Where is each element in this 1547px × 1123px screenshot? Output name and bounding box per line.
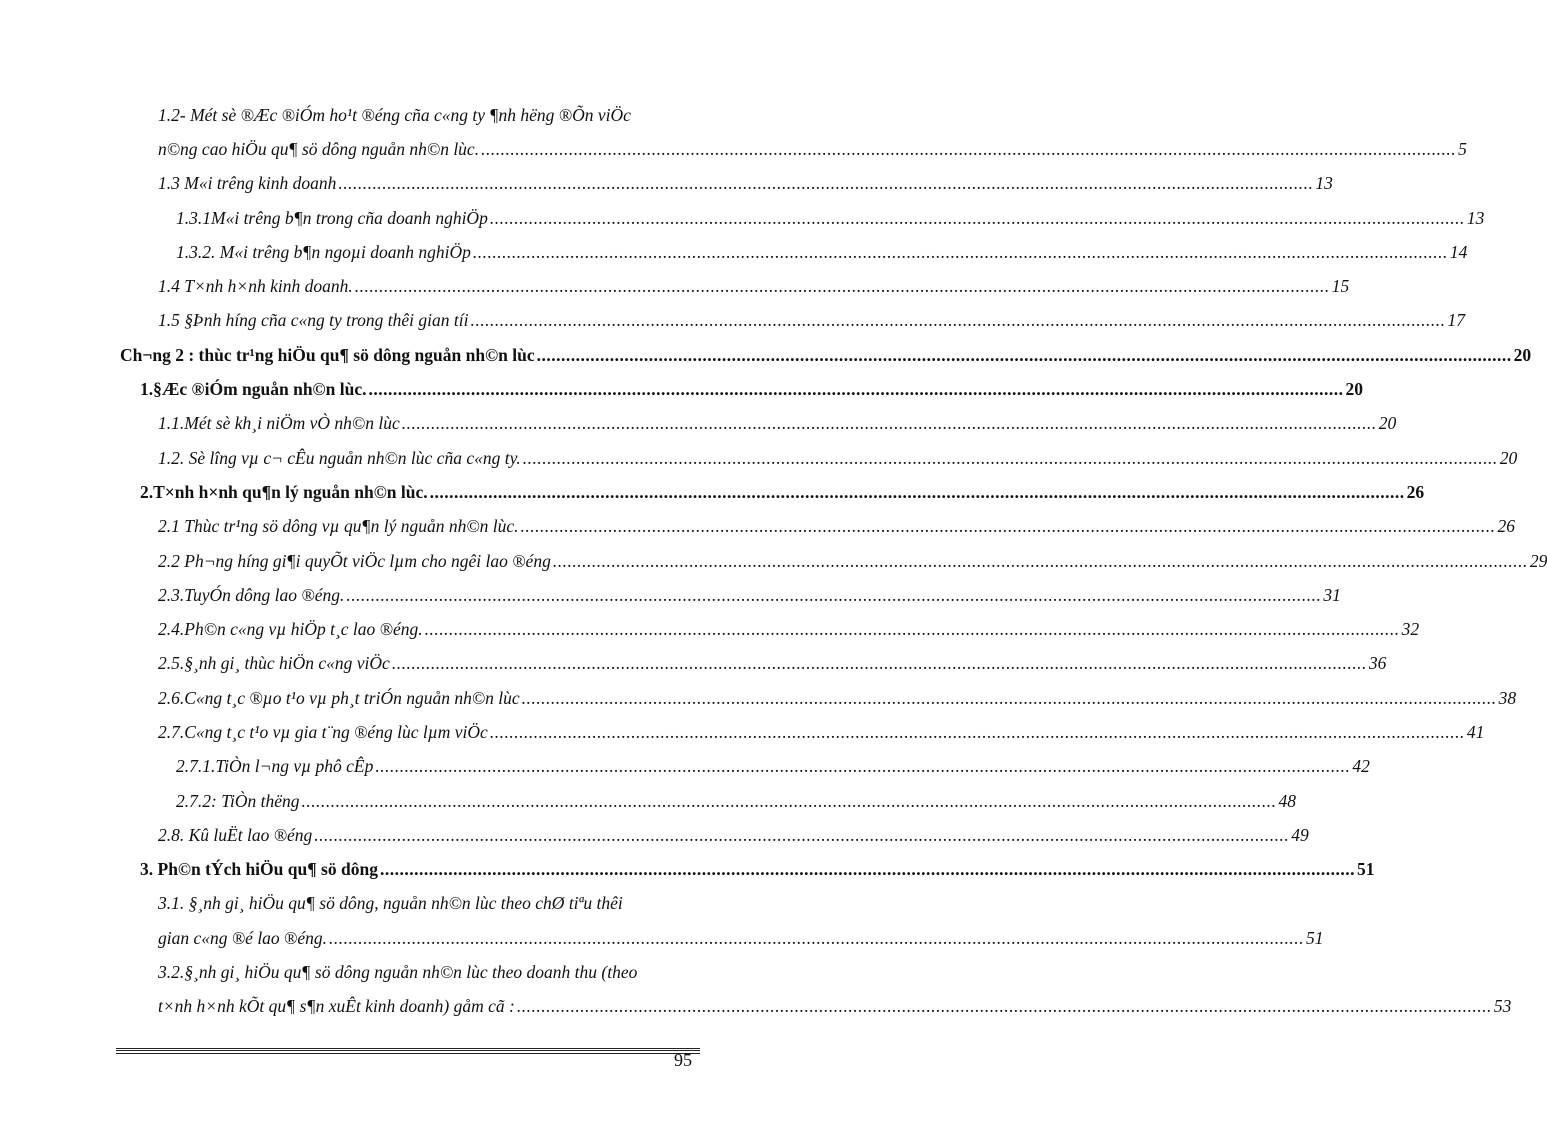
toc-leader-dots: ........................................................................................................................................................................................................ <box>489 721 1465 742</box>
toc-entry <box>0 407 1397 441</box>
toc-entry-title: 2.7.2: TiÒn thëng <box>176 790 300 811</box>
toc-entry-page: 51 <box>1356 859 1375 880</box>
toc-entry <box>0 167 1333 201</box>
toc-entry-title: 3.2.§¸nh gi¸ hiÖu qu¶ sö dông nguån nh©n lùc theo doanh thu (theo <box>158 962 638 983</box>
toc-entry <box>0 578 1341 612</box>
toc-entry-page: 14 <box>1449 241 1468 262</box>
toc-entry-title: 2.1 Thùc tr¹ng sö dông vµ qu¶n lý nguån nh©n lùc. <box>158 516 519 537</box>
toc-leader-dots: ........................................................................................................................................................................................................ <box>429 481 1405 502</box>
toc-entry-title: 2.8. Kû luËt lao ®éng <box>158 824 313 845</box>
toc-leader-dots: ........................................................................................................................................................................................................ <box>354 276 1330 297</box>
toc-entry-title: 1.2- Mét sè ®Æc ®iÓm ho¹t ®éng cña c«ng ty ¶nh hëng ®Õn viÖc <box>158 104 631 125</box>
toc-entry <box>0 269 1350 303</box>
toc-entry-title: 2.6.C«ng t¸c ®µo t¹o vµ ph¸t triÓn nguån nh©n lùc <box>158 687 520 708</box>
toc-leader-dots: ........................................................................................................................................................................................................ <box>470 310 1446 331</box>
toc-leader-dots: ........................................................................................................................................................................................................ <box>391 653 1367 674</box>
footer-double-rule <box>116 1048 700 1051</box>
toc-entry-title: 3.1. §¸nh gi¸ hiÖu qu¶ sö dông, nguån nh©n lùc theo chØ tiªu thêi <box>158 893 623 914</box>
toc-leader-dots: ........................................................................................................................................................................................................ <box>314 824 1290 845</box>
toc-leader-dots: ........................................................................................................................................................................................................ <box>346 584 1322 605</box>
toc-entry-page: 29 <box>1529 550 1547 571</box>
toc-entry <box>0 544 1547 578</box>
toc-leader-dots: ........................................................................................................................................................................................................ <box>368 379 1344 400</box>
toc-leader-dots: ........................................................................................................................................................................................................ <box>521 687 1497 708</box>
toc-entry <box>0 715 1485 749</box>
toc-entry <box>0 955 696 989</box>
toc-entry-title: 1.2. Sè lîng vµ c¬ cÊu nguån nh©n lùc cña c«ng ty. <box>158 447 521 468</box>
toc-entry-page: 13 <box>1315 173 1333 194</box>
toc-entry <box>0 784 1296 818</box>
toc-entry-title: 1.4 T×nh h×nh kinh doanh. <box>158 276 353 297</box>
toc-leader-dots: ........................................................................................................................................................................................................ <box>536 344 1512 365</box>
toc-entry <box>0 132 1467 166</box>
toc-entry <box>0 441 1518 475</box>
toc-entry-page: 36 <box>1368 653 1387 674</box>
toc-entry <box>0 475 1425 509</box>
toc-entry-page: 5 <box>1458 138 1467 159</box>
toc-entry-page: 42 <box>1352 756 1370 777</box>
toc-entry-title: n©ng cao hiÖu qu¶ sö dông nguån nh©n lùc. <box>158 138 480 159</box>
toc-entry-page: 31 <box>1323 584 1341 605</box>
toc-entry <box>0 338 1532 372</box>
page-number: 95 <box>674 1050 692 1070</box>
toc-leader-dots: ........................................................................................................................................................................................................ <box>489 207 1465 228</box>
toc-leader-dots: ........................................................................................................................................................................................................ <box>520 516 1496 537</box>
toc-entry-title: 1.5 §Þnh híng cña c«ng ty trong thêi gian tíi <box>158 310 469 331</box>
toc-entry <box>0 990 1512 1024</box>
toc-entry-title: 2.4.Ph©n c«ng vµ hiÖp t¸c lao ®éng. <box>158 619 423 640</box>
toc-entry-page: 51 <box>1306 927 1324 948</box>
footer-rule <box>116 1053 700 1054</box>
toc-entry-title: 2.T×nh h×nh qu¶n lý nguån nh©n lùc. <box>140 481 428 502</box>
toc-entry-title: 1.3 M«i trêng kinh doanh <box>158 173 337 194</box>
toc-entry-title: 1.3.1M«i trêng b¶n trong cña doanh nghiÖp <box>176 207 488 228</box>
toc-entry-title: gian c«ng ®é lao ®éng. <box>158 927 327 948</box>
toc-entry <box>0 235 1468 269</box>
toc-entry <box>0 887 696 921</box>
toc-entry-page: 48 <box>1278 790 1296 811</box>
toc-entry-page: 20 <box>1378 413 1397 434</box>
toc-entry <box>0 818 1309 852</box>
toc-entry-page: 15 <box>1331 276 1350 297</box>
toc-entry <box>0 921 1324 955</box>
toc-entry-page: 53 <box>1493 996 1512 1017</box>
toc-entry-page: 41 <box>1466 721 1485 742</box>
toc-leader-dots: ........................................................................................................................................................................................................ <box>379 859 1355 880</box>
toc-entry-title: 2.7.C«ng t¸c t¹o vµ gia t¨ng ®éng lùc lµm viÖc <box>158 721 488 742</box>
toc-entry-title: Ch¬ng 2 : thùc tr¹ng hiÖu qu¶ sö dông nguån nh©n lùc <box>120 344 535 365</box>
toc-entry-title: 1.3.2. M«i trêng b¶n ngoµi doanh nghiÖp <box>176 241 471 262</box>
toc-leader-dots: ........................................................................................................................................................................................................ <box>516 996 1492 1017</box>
toc-leader-dots: ........................................................................................................................................................................................................ <box>329 927 1304 948</box>
table-of-contents <box>0 98 1547 1024</box>
toc-entry-title: 2.3.TuyÓn dông lao ®éng. <box>158 584 345 605</box>
toc-entry-title: 2.5.§¸nh gi¸ thùc hiÖn c«ng viÖc <box>158 653 390 674</box>
toc-entry-page: 17 <box>1447 310 1465 331</box>
toc-entry <box>0 201 1485 235</box>
toc-entry-title: 2.7.1.TiÒn l¬ng vµ phô cÊp <box>176 756 374 777</box>
toc-entry-page: 26 <box>1497 516 1516 537</box>
toc-entry-title: 1.§Æc ®iÓm nguån nh©n lùc. <box>140 379 367 400</box>
toc-entry-title: 2.2 Ph¬ng híng gi¶i quyÕt viÖc lµm cho ngêi lao ®éng <box>158 550 551 571</box>
toc-entry <box>0 647 1387 681</box>
toc-leader-dots: ........................................................................................................................................................................................................ <box>338 173 1314 194</box>
toc-entry <box>0 372 1363 406</box>
toc-entry <box>0 612 1420 646</box>
toc-entry <box>0 853 1375 887</box>
toc-entry <box>0 750 1370 784</box>
toc-leader-dots: ........................................................................................................................................................................................................ <box>552 550 1528 571</box>
toc-entry-title: 3. Ph©n tÝch hiÖu qu¶ sö dông <box>140 859 378 880</box>
toc-leader-dots: ........................................................................................................................................................................................................ <box>301 790 1277 811</box>
toc-entry-page: 38 <box>1498 687 1517 708</box>
toc-leader-dots: ........................................................................................................................................................................................................ <box>401 413 1377 434</box>
toc-leader-dots: ........................................................................................................................................................................................................ <box>375 756 1351 777</box>
toc-entry-title: 1.1.Mét sè kh¸i niÖm vÒ nh©n lùc <box>158 413 400 434</box>
toc-leader-dots: ........................................................................................................................................................................................................ <box>481 138 1457 159</box>
toc-entry-page: 20 <box>1345 379 1363 400</box>
toc-entry-page: 49 <box>1291 824 1309 845</box>
toc-entry-page: 32 <box>1401 619 1420 640</box>
toc-entry-title: t×nh h×nh kÕt qu¶ s¶n xuÊt kinh doanh) gåm cã : <box>158 996 515 1017</box>
toc-entry <box>0 98 696 132</box>
toc-leader-dots: ........................................................................................................................................................................................................ <box>424 619 1400 640</box>
toc-entry <box>0 510 1516 544</box>
toc-entry-page: 20 <box>1513 344 1532 365</box>
toc-leader-dots: ........................................................................................................................................................................................................ <box>472 241 1448 262</box>
toc-entry-page: 26 <box>1406 481 1425 502</box>
toc-entry <box>0 304 1465 338</box>
toc-entry-page: 20 <box>1499 447 1518 468</box>
toc-entry-page: 13 <box>1466 207 1485 228</box>
toc-entry <box>0 681 1517 715</box>
toc-leader-dots: ........................................................................................................................................................................................................ <box>522 447 1498 468</box>
